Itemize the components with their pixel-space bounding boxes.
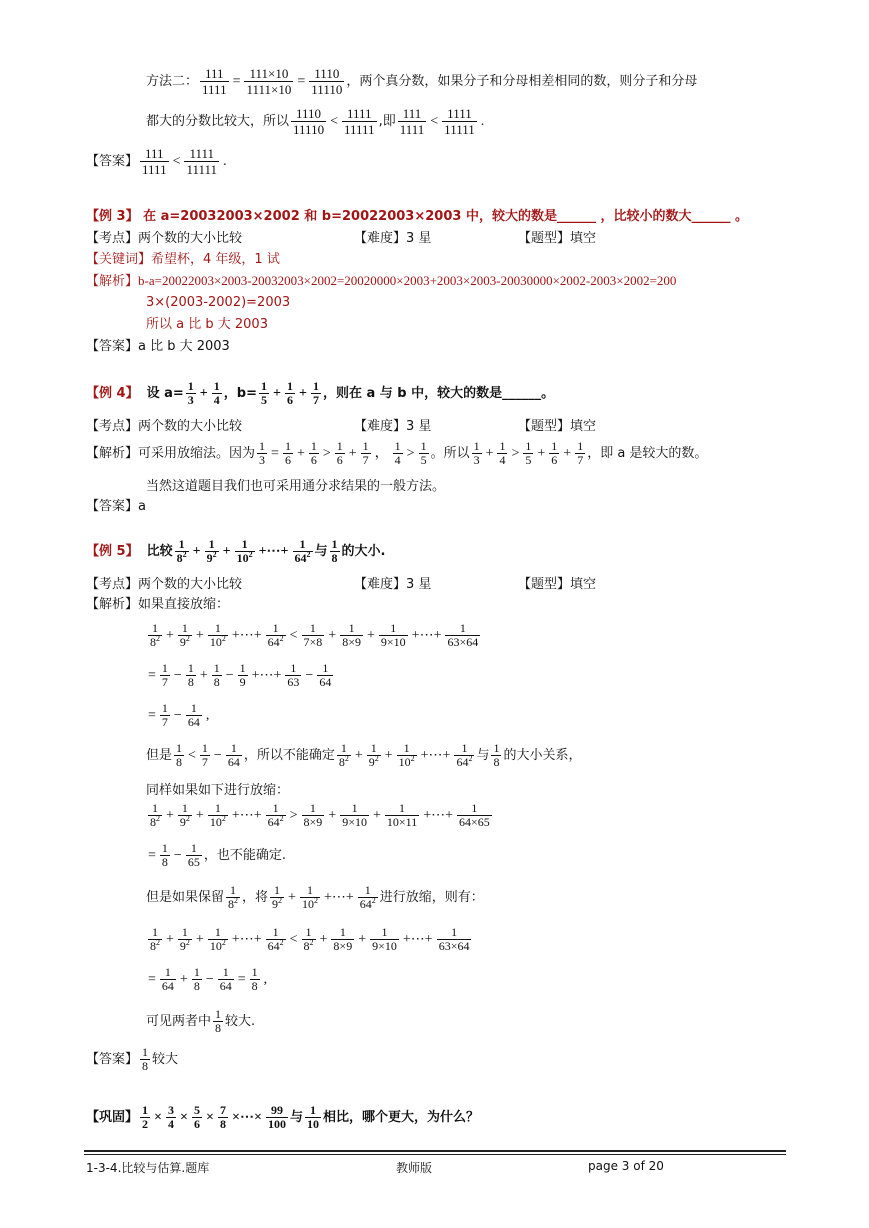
method2-line2: 都大的分数比较大，所以 $\frac{1110}{11110}$ < $\frac{1111}{11111}$ ,即 $\frac{111}{1111}$ < $\frac{1111}{11111}$ .	[146, 106, 485, 137]
example5-nandu: 【难度】3 星	[354, 577, 432, 592]
equation-row: 但是 $\frac{1}{8}$ < $\frac{1}{7}$ − $\frac{1}{64}$ ，所以不能确定 $\frac{1}{8^2}$ + $\frac{1}{9^2}$ + $\frac{1}{10^2}$ +⋯+ $\frac{1}{64^2}$ 与 $\frac{1}{8}$ 的大小关系，	[146, 741, 582, 769]
example4-nandu: 【难度】3 星	[354, 419, 432, 434]
example5-answer: 【答案】 $\frac{1}{8}$ 较大	[86, 1045, 179, 1073]
equation-row: 但是如果保留 $\frac{1}{8^2}$ ，将 $\frac{1}{9^2}$ + $\frac{1}{10^2}$ +⋯+ $\frac{1}{64^2}$ 进行放缩，则有：	[146, 883, 484, 911]
example3-analysis-line2: 3×(2003-2002)=2003	[146, 295, 291, 310]
equation-row: 可见两者中 $\frac{1}{8}$ 较大.	[146, 1007, 256, 1035]
example5-kaodian: 【考点】两个数的大小比较	[86, 577, 243, 592]
fraction: $\frac{1111}{11111}$	[186, 146, 218, 177]
footer-rule	[84, 1150, 786, 1152]
example3-nandu: 【难度】3 星	[354, 231, 432, 246]
example4-analysis-line2: 当然这道题目我们也可采用通分求结果的一般方法。	[146, 479, 446, 494]
answer-top: 【答案】 $\frac{111}{1111}$ < $\frac{1111}{11111}$ .	[86, 146, 227, 177]
fraction: $\frac{111}{1111}$	[399, 106, 425, 137]
example3-tixing: 【题型】填空	[518, 231, 597, 246]
fraction: $\frac{1111}{11111}$	[444, 106, 475, 137]
example3-answer: 【答案】a 比 b 大 2003	[86, 339, 230, 354]
equation-row: = $\frac{1}{7}$ − $\frac{1}{64}$ ,	[148, 701, 210, 729]
equation-row: = $\frac{1}{8}$ − $\frac{1}{65}$ ，也不能确定.	[148, 841, 286, 869]
method2-text1: ，两个真分数，如果分子和分母相差相同的数，则分子和分母	[346, 74, 698, 89]
example4-answer: 【答案】a	[86, 499, 146, 514]
equation-row: = $\frac{1}{64}$ + $\frac{1}{8}$ − $\frac{1}{64}$ = $\frac{1}{8}$ ,	[148, 965, 268, 993]
fraction: $\frac{1111}{11111}$	[343, 106, 375, 137]
example3-analysis-line3: 所以 a 比 b 大 2003	[146, 317, 268, 332]
fraction: $\frac{111\times 10}{1111\times 10}$	[246, 66, 292, 97]
equation-row: $\frac{1}{8^2}$ + $\frac{1}{9^2}$ + $\frac{1}{10^2}$ +⋯+ $\frac{1}{64^2}$ > $\frac{1}{8\times 9}$ + $\frac{1}{9\times 10}$ + $\frac{1}{10\times 11}$ +⋯+ $\frac{1}{64\times 65}$	[150, 801, 490, 829]
footer-center: 教师版	[396, 1161, 433, 1175]
method2-label: 方法二：	[146, 74, 199, 89]
fraction: $\frac{1110}{11110}$	[311, 66, 343, 97]
example5-tixing: 【题型】填空	[518, 577, 597, 592]
equation-row: $\frac{1}{8^2}$ + $\frac{1}{9^2}$ + $\frac{1}{10^2}$ +⋯+ $\frac{1}{64^2}$ < $\frac{1}{8^2}$ + $\frac{1}{8\times 9}$ + $\frac{1}{9\times 10}$ +⋯+ $\frac{1}{63\times 64}$	[150, 925, 470, 953]
footer-page-number: page 3 of 20	[588, 1159, 664, 1173]
example4-tixing: 【题型】填空	[518, 419, 597, 434]
answer-label: 【答案】	[86, 154, 139, 169]
consolidation: 【巩固】 $\frac{1}{2}$ × $\frac{3}{4}$ × $\frac{5}{6}$ × $\frac{7}{8}$ ×⋯× $\frac{99}{100}$ 与 $\frac{1}{10}$ 相比，哪个更大，为什么？	[86, 1103, 479, 1131]
method2-line1: 方法二： $\frac{111}{1111}$ = $\frac{111\times 10}{1111\times 10}$ = $\frac{1110}{11110}$ ，两个真分数，如果分子和分母相差相同的数，则分子和分母	[146, 66, 698, 97]
example3-keywords: 【关键词】希望杯，4 年级，1 试	[86, 252, 280, 267]
example5-title: 【例 5】 比较 $\frac{1}{8^2}$ + $\frac{1}{9^2}$ + $\frac{1}{10^2}$ +⋯+ $\frac{1}{64^2}$ 与 $\frac{1}{8}$ 的大小.	[86, 537, 386, 565]
example4-analysis: 【解析】 可采用放缩法。因为 $\frac{1}{3}$ = $\frac{1}{6}$ + $\frac{1}{6}$ > $\frac{1}{6}$ + $\frac{1}{7}$ ， $\frac{1}{4}$ > $\frac{1}{5}$ 。所以 $\frac{1}{3}$ + $\frac{1}{4}$ > $\frac{1}{5}$ + $\frac{1}{6}$ + $\frac{1}{7}$ ，即 a 是较大的数。	[86, 439, 708, 467]
method2-text2: 都大的分数比较大，所以	[146, 114, 290, 129]
fraction: $\frac{111}{1111}$	[142, 146, 167, 177]
example4-kaodian: 【考点】两个数的大小比较	[86, 419, 243, 434]
footer-left: 1-3-4.比较与估算.题库	[86, 1161, 210, 1175]
equation-row: $\frac{1}{8^2}$ + $\frac{1}{9^2}$ + $\frac{1}{10^2}$ +⋯+ $\frac{1}{64^2}$ < $\frac{1}{7\times 8}$ + $\frac{1}{8\times 9}$ + $\frac{1}{9\times 10}$ +⋯+ $\frac{1}{63\times 64}$	[150, 621, 479, 649]
example3-title: 【例 3】 在 a=20032003×2002 和 b=20022003×2003 中，较大的数是______ ，比较小的数大______ 。	[86, 209, 749, 224]
equation-row: = $\frac{1}{7}$ − $\frac{1}{8}$ + $\frac{1}{8}$ − $\frac{1}{9}$ +⋯+ $\frac{1}{63}$ − $\frac{1}{64}$	[148, 661, 332, 689]
example4-title: 【例 4】 设 a= $\frac{1}{3}$ + $\frac{1}{4}$ ，b= $\frac{1}{5}$ + $\frac{1}{6}$ + $\frac{1}{7}$ ，则在 a 与 b 中，较大的数是______。	[86, 379, 555, 407]
method2-ji: ,即	[378, 114, 396, 129]
fraction: $\frac{111}{1111}$	[202, 66, 227, 97]
example3-kaodian: 【考点】两个数的大小比较	[86, 231, 243, 246]
example5-analysis: 【解析】如果直接放缩：	[86, 597, 230, 612]
footer-rule	[84, 1154, 786, 1155]
example3-analysis: 【解析】b-a=20022003×2003-20032003×2002=20020000×2003+2003×2003-20030000×2002-2003×2002=200	[86, 273, 677, 289]
similar-text: 同样如果如下进行放缩：	[146, 783, 290, 798]
fraction: $\frac{1110}{11110}$	[293, 106, 325, 137]
